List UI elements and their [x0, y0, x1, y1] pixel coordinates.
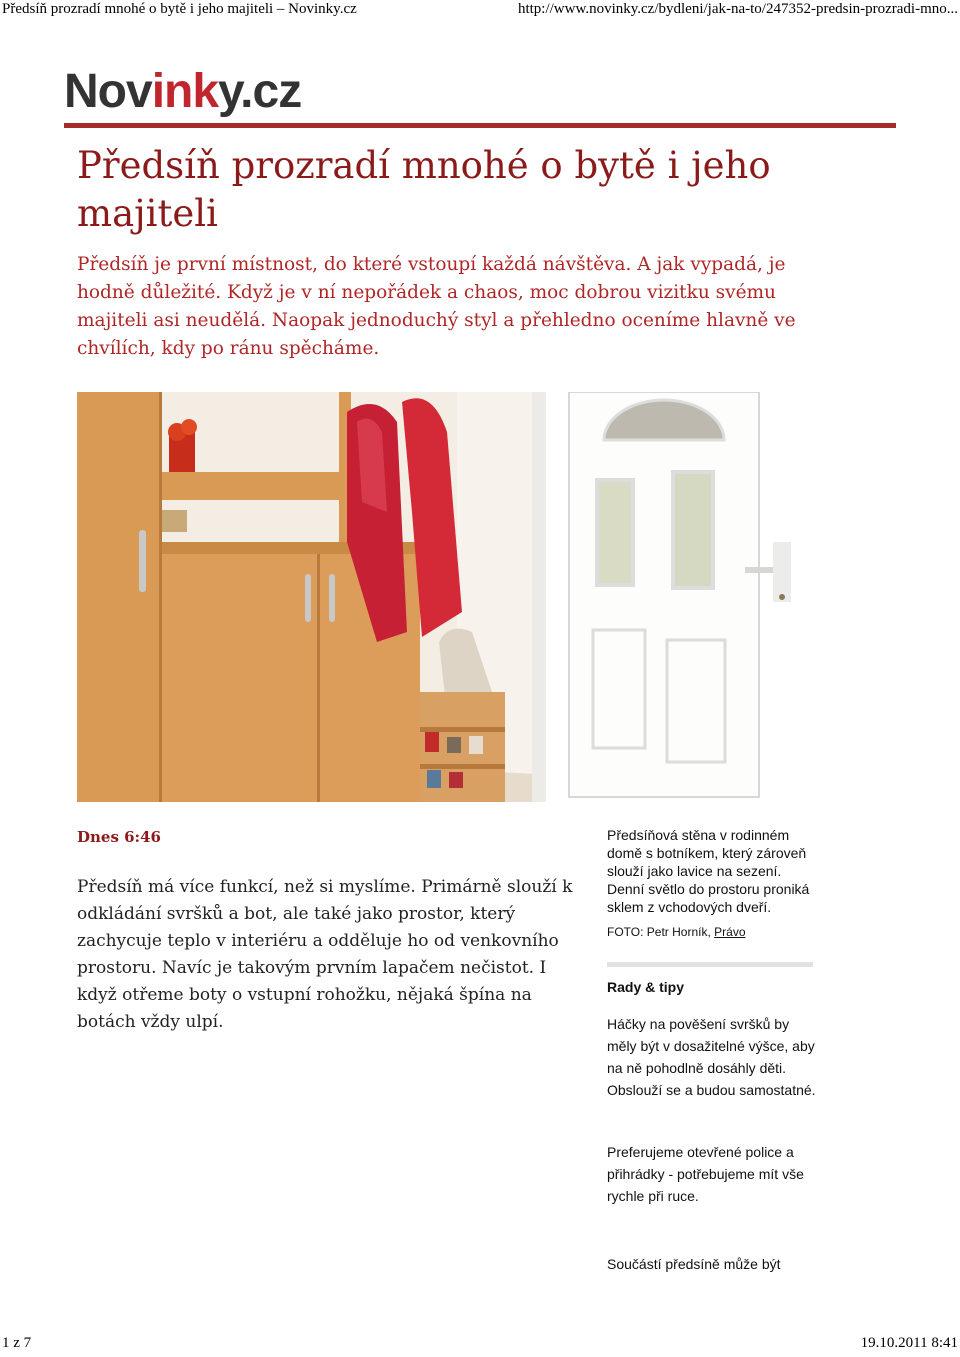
site-logo[interactable] — [64, 64, 301, 120]
logo-text-3: y.cz — [218, 65, 302, 118]
print-datetime: 19.10.2011 8:41 — [860, 1335, 958, 1351]
page-counter: 1 z 7 — [2, 1335, 32, 1351]
logo-text-2: ink — [151, 65, 219, 118]
print-page-url[interactable]: http://www.novinky.cz/bydleni/jak-na-to/247352-predsin-prozradi-mno... — [517, 1, 958, 17]
tip-item: Háčky na pověšení svršků by měly být v dosažitelné výšce, aby na ně pohodlně dosáhly děti. Obslouží se a budou samostatné. — [607, 1016, 816, 1098]
logo-divider — [64, 123, 896, 128]
photo-credit-label: FOTO: Petr Horník, — [607, 925, 715, 939]
article-headline: Předsíň prozradí mnohé o bytě i jeho majiteli — [77, 144, 771, 235]
article-dateline: Dnes 6:46 — [77, 828, 161, 846]
print-header — [0, 0, 960, 22]
sidebar — [607, 826, 817, 1275]
tip-item: Součástí předsíně může být — [607, 1256, 781, 1272]
article-body: Předsíň má více funkcí, než si myslíme. Primárně slouží k odkládání svršků a bot, ale také jako prostor, který zachycuje teplo v interiéru a odděluje ho od venkovního prostoru. Navíc je takovým prvním lapačem nečistot. I když otřeme boty o vstupní rohožku, nějaká špína na botách vždy ulpí. — [77, 877, 573, 1032]
tips-title: Rady & tipy — [607, 979, 685, 995]
photo-credit-link[interactable]: Právo — [714, 925, 746, 939]
print-page-title: Předsíň prozradí mnohé o bytě i jeho majiteli – Novinky.cz — [2, 1, 357, 17]
article-perex: Předsíň je první místnost, do které vstoupí každá návštěva. A jak vypadá, je hodně důležité. Když je v ní nepořádek a chaos, moc dobrou vizitku svému majiteli asi neudělá. Naopak jednoduchý styl a přehledno oceníme hlavně ve chvílích, kdy po ránu spěcháme. — [77, 254, 796, 359]
photo-credit — [607, 924, 817, 940]
sidebar-divider — [607, 962, 813, 967]
print-footer — [0, 1335, 960, 1357]
article-photo — [77, 392, 803, 802]
photo-caption: Předsíňová stěna v rodinném domě s botníkem, který zároveň slouží jako lavice na sezení. Denní světlo do prostoru proniká sklem z vchodových dveří. — [607, 827, 810, 915]
logo-text-1: Nov — [64, 65, 152, 118]
tip-item: Preferujeme otevřené police a přihrádky - potřebujeme mít vše rychle při ruce. — [607, 1144, 804, 1204]
